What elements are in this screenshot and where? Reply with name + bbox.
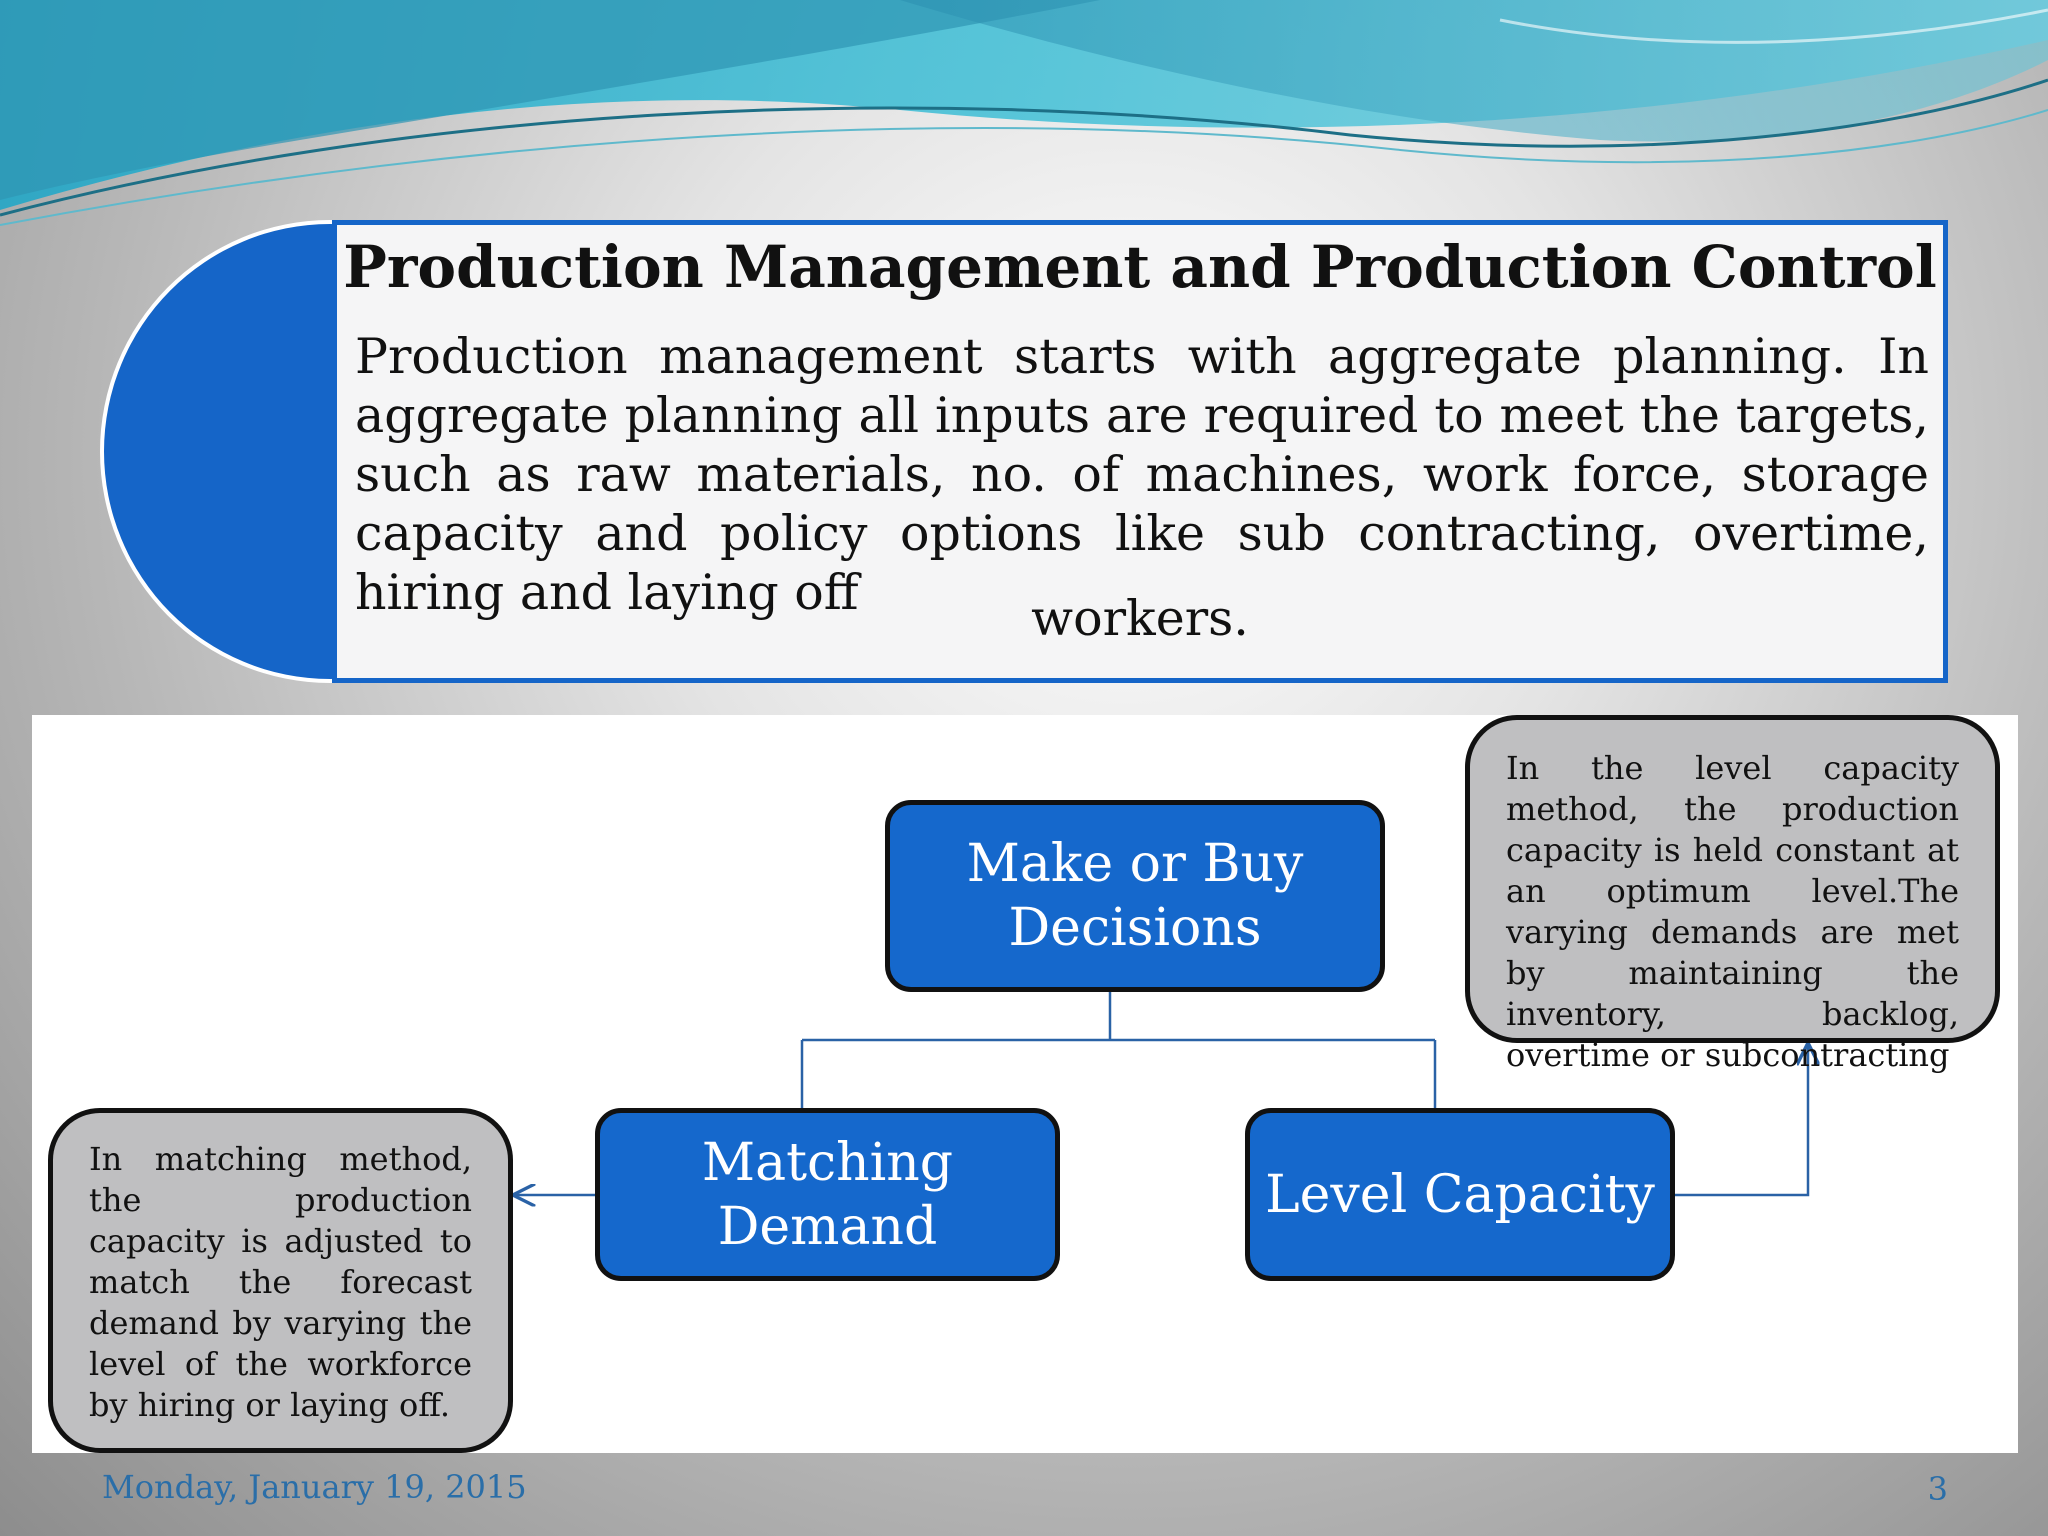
level-capacity-node bbox=[1245, 1108, 1675, 1281]
level-capacity-note bbox=[1465, 715, 2000, 1074]
page-title: Production Management and Production Control bbox=[343, 233, 1937, 301]
matching-demand-note bbox=[48, 1108, 513, 1453]
make-or-buy-label: Make or Buy Decisions bbox=[966, 834, 1304, 958]
level-capacity-label: Level Capacity bbox=[1265, 1164, 1655, 1225]
matching-demand-note-text: In matching method, the production capacity is adjusted to match the forecast demand by varying the level of the workforce by hiring or laying off. bbox=[89, 1140, 472, 1424]
intro-paragraph: Production management starts with aggregate planning. In aggregate planning all inputs are required to meet the targets, such as raw materials, no. of machines, work force, storage capacity and policy options like sub contracting, overtime, hiring and laying off bbox=[355, 328, 1929, 621]
level-capacity-note-text: In the level capacity method, the production capacity is held constant at an optimum level.The varying demands are met by maintaining the inventory, backlog, overtime or subcontracting bbox=[1506, 749, 1959, 1074]
make-or-buy-node bbox=[885, 800, 1385, 992]
header-panel bbox=[332, 220, 1948, 683]
slide-number: 3 bbox=[1927, 1470, 1948, 1508]
matching-demand-label: Matching Demand bbox=[701, 1132, 954, 1257]
intro-paragraph-end: workers. bbox=[1031, 590, 1249, 647]
matching-demand-node bbox=[595, 1108, 1060, 1281]
footer-date: Monday, January 19, 2015 bbox=[102, 1468, 527, 1506]
decorative-waves bbox=[0, 0, 2048, 240]
